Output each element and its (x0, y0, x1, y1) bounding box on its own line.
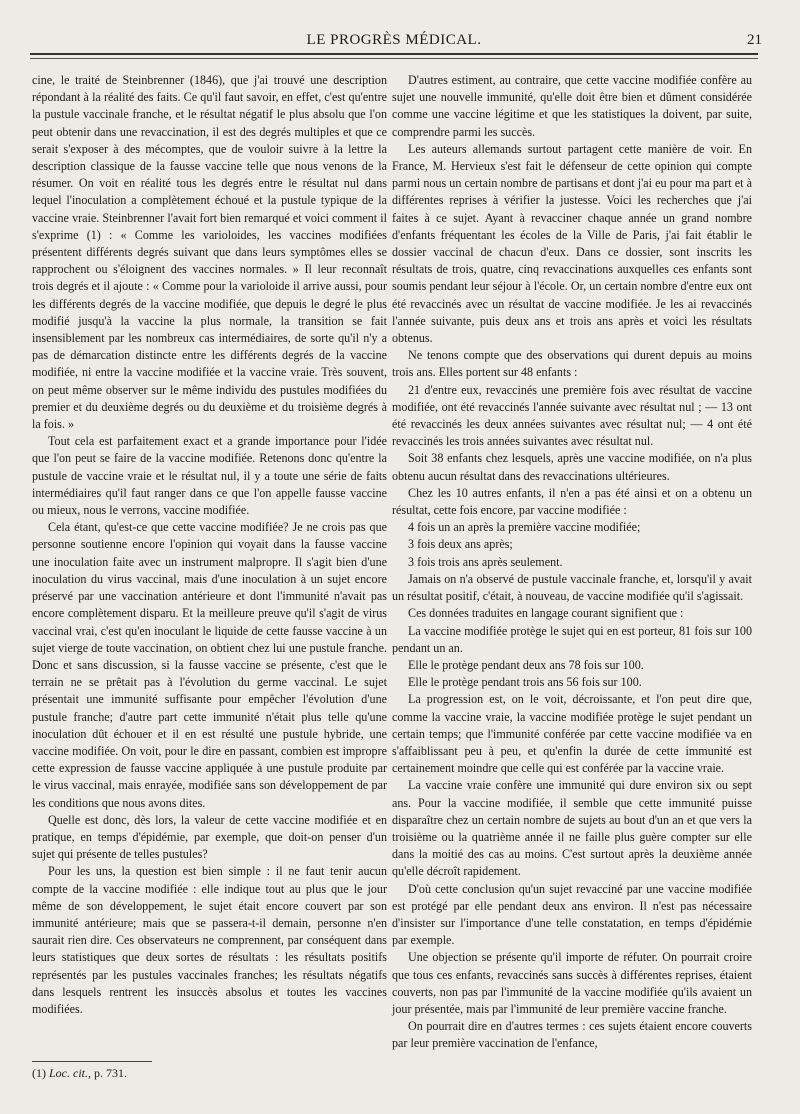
footnote-rule (32, 1061, 152, 1062)
paragraph: La vaccine modifiée protège le sujet qui en est porteur, 81 fois sur 100 pendant un an. (392, 623, 752, 655)
paragraph: On pourrait dire en d'autres termes : ces sujets étaient encore couverts par leur première vaccination de l'enfance, (392, 1019, 752, 1051)
paragraph: Ne tenons compte que des observations qui durent depuis au moins trois ans. Elles portent sur 48 enfants : (392, 348, 752, 380)
footnote (32, 1066, 127, 1081)
paragraph: Soit 38 enfants chez lesquels, après une vaccine modifiée, on n'a plus obtenu aucun résultat dans des revaccinations ultérieures. (392, 451, 752, 483)
paragraph: Cela étant, qu'est-ce que cette vaccine modifiée? Je ne crois pas que personne soutienne encore l'opinion qui voyait dans la fausse vaccine une inoculation faite avec un instrument malpropre. Il s'agit bien d'une inoculation du virus vaccinal, mais d'une inoculation à un sujet encore préservé par une vaccination antérieure et dont l'immunité n'avait pas encore complètement disparu. Et la meilleure preuve qu'il s'agit de virus vaccinal vrai, c'est qu'en inoculant le liquide de cette fausse vaccine à un sujet vierge de toute vaccination, on obtient chez lui une pustule franche. Donc et sans discussion, si la fausse vaccine se présente, c'est que le terrain ne se prêtait pas à l'évolution du germe vaccinal. Le sujet présentait une immunité suffisante pour empêcher l'évolution d'une pustule franche; d'autre part cette immunité n'était plus telle qu'une inoculation dût échouer et il en est résulté une pustule hybride, une vaccine modifiée. On voit, pour le dire en passant, combien est impropre cette expression de fausse vaccine appliquée à une pustule produite par le virus vaccinal, mais enrayée, modifiée sans son développement de par les conditions que nous avons dites. (32, 520, 387, 810)
left-column (32, 72, 387, 1018)
paragraph: La progression est, on le voit, décroissante, et l'on peut dire que, comme la vaccine vraie, la vaccine modifiée protège le sujet pendant un certain temps; que l'immunité conférée par cette vaccine modifiée va en s'affaiblissant peu à peu, et qu'enfin la durée de cette immunité est certainement moindre que celle qui est conférée par la vaccine vraie. (392, 692, 752, 776)
paragraph: Chez les 10 autres enfants, il n'en a pas été ainsi et on a obtenu un résultat, cette fois encore, par vaccine modifiée : (392, 485, 752, 518)
paragraph: 3 fois trois ans après seulement. (408, 554, 563, 569)
paragraph: Les auteurs allemands surtout partagent cette manière de voir. En France, M. Hervieux s'est fait le défenseur de cette opinion qui compte parmi nous un certain nombre de partisans et dont j'ai eu pour ma part et à différentes reprises à vérifier la justesse. Voici les recherches que j'ai faites à ce sujet. Ayant à revacciner chaque année un grand nombre d'enfants fréquentant les écoles de la Ville de Paris, j'ai fait établir le dossier vaccinal de chacun d'eux. Dans ce dossier, sont inscrits les résultats de trois, quatre, cinq revaccinations auxquelles ces enfants sont soumis pendant leur séjour à l'école. Or, un certain nombre d'entre eux ont été revaccinés avec un résultat de vaccine modifiée. Je les ai revaccinés l'année suivante, puis deux ans et trois ans après et voici les résultats obtenus. (392, 141, 752, 346)
paragraph: D'autres estiment, au contraire, que cette vaccine modifiée confère au sujet une nouvelle immunité, qu'elle doit être bien et dûment considérée comme une vaccine légitime et que les statistiques la doivent, par suite, comprendre parmi les succès. (392, 73, 752, 139)
footnote-marker: (1) (32, 1066, 46, 1080)
paragraph: Ces données traduites en langage courant signifient que : (408, 606, 684, 621)
running-header (30, 32, 762, 54)
paragraph: 4 fois un an après la première vaccine modifiée; (408, 520, 641, 535)
paragraph: D'où cette conclusion qu'un sujet revacciné par une vaccine modifiée est protégé par elle pendant deux ans environ. Il n'est pas nécessaire d'insister sur l'importance d'une telle constatation, en temps d'épidémie par exemple. (392, 881, 752, 948)
paragraph: Elle le protège pendant deux ans 78 fois sur 100. (408, 657, 644, 672)
page-number: 21 (747, 32, 762, 48)
paragraph: 3 fois deux ans après; (408, 537, 513, 552)
right-column (392, 72, 752, 1053)
paragraph: Pour les uns, la question est bien simple : il ne faut tenir aucun compte de la vaccine modifiée : elle indique tout au plus que le jour même de son développement, le sujet était encore couvert par son immunité antérieure; mais que se passera-t-il demain, personne n'en saurait rien dire. Ces observateurs ne comprennent, par conséquent dans leurs statistiques que deux sortes de résultats : les résultats positifs représentés par les pustules vaccinales franches; les résultats négatifs dans lesquels rentrent les insuccès absolus et toutes les vaccines modifiées. (32, 864, 387, 1016)
paragraph: 21 d'entre eux, revaccinés une première fois avec résultat de vaccine modifiée, ont été revaccinés l'année suivante avec résultat nul ; — 13 ont été revaccinés les deux années suivantes avec résultat nul; — 4 ont été revaccinés les trois années suivantes avec résultat nul. (392, 382, 752, 449)
paragraph: Tout cela est parfaitement exact et a grande importance pour l'idée que l'on peut se faire de la vaccine modifiée. Retenons donc qu'entre la pustule de vaccine vraie et le résultat nul, il y a toute une série de faits intermédiaires qu'il faut ranger dans ce que l'on appelle fausse vaccine ou mieux, nous le verrons, vaccine modifiée. (32, 434, 387, 518)
footnote-ref: Loc. cit. (49, 1066, 88, 1080)
header-rule-thin (30, 58, 758, 59)
paragraph: Jamais on n'a observé de pustule vaccinale franche, et, lorsqu'il y avait un résultat positif, c'était, à nouveau, de vaccine modifiée qu'il s'agissait. (392, 571, 752, 604)
paragraph: La vaccine vraie confère une immunité qui dure environ six ou sept ans. Pour la vaccine modifiée, il semble que cette immunité puisse disparaître chez un certain nombre de sujets au bout d'un an et que vers la troisième ou la quatrième année il ne faille plus guère compter sur elle dans la moitié des cas au moins. C'est surtout après la deuxième année qu'elle décroît rapidement. (392, 778, 752, 879)
journal-title: LE PROGRÈS MÉDICAL. (306, 32, 482, 48)
paragraph: Elle le protège pendant trois ans 56 fois sur 100. (408, 675, 642, 690)
paragraph: Une objection se présente qu'il importe de réfuter. On pourrait croire que tous ces enfants, revaccinés sans succès à différentes reprises, étaient couverts, non pas par l'immunité de la vaccine modifiée qu'ils avaient un jour présentée, mais par l'immunité de leur première vaccine franche. (392, 950, 752, 1016)
paragraph: cine, le traité de Steinbrenner (1846), que j'ai trouvé une description répondant à la réalité des faits. Ce qu'il faut savoir, en effet, c'est qu'entre la pustule vaccinale franche, et le résultat négatif le plus absolu que l'on peut obtenir dans une revaccination, il est des degrés multiples et que ce serait s'exposer à des mécomptes, que de vouloir suivre à la lettre la description classique de la fausse vaccine telle que nous venons de la résumer. On voit en réalité tous les degrés entre le résultat nul dans lequel l'inoculation a complètement échoué et la pustule typique de la vaccine vraie. Steinbrenner l'avait fort bien remarqué et voici comment il s'exprime (1) : « Comme les varioloides, les vaccines modifiées présentent différents degrés suivant que dans leurs symptômes elles se rapprochent ou s'éloignent des vaccines normales. » Il leur reconnaît trois degrés et il ajoute : « Comme pour la varioloide il arrive aussi, pour les différents degrés de la vaccine modifiée, que depuis le degré le plus modifié jusqu'à la vaccine la plus normale, la transition se fait insensiblement par les nombreux cas intermédiaires, de sorte qu'il n'y a pas de démarcation distincte entre les différents degrés de la vaccine modifiée, ni entre la vaccine modifiée et la vaccine vraie. Très souvent, on peut même observer sur le même individu des pustules modifiées du premier et du deuxième degrés ou du deuxième et du troisième degrés à la fois. » (32, 73, 387, 432)
header-rule (30, 53, 758, 55)
footnote-page: , p. 731. (88, 1066, 127, 1080)
paragraph: Quelle est donc, dès lors, la valeur de cette vaccine modifiée et en pratique, en temps d'épidémie, par exemple, que doit-on penser d'un sujet qui présente de telles pustules? (32, 812, 387, 862)
